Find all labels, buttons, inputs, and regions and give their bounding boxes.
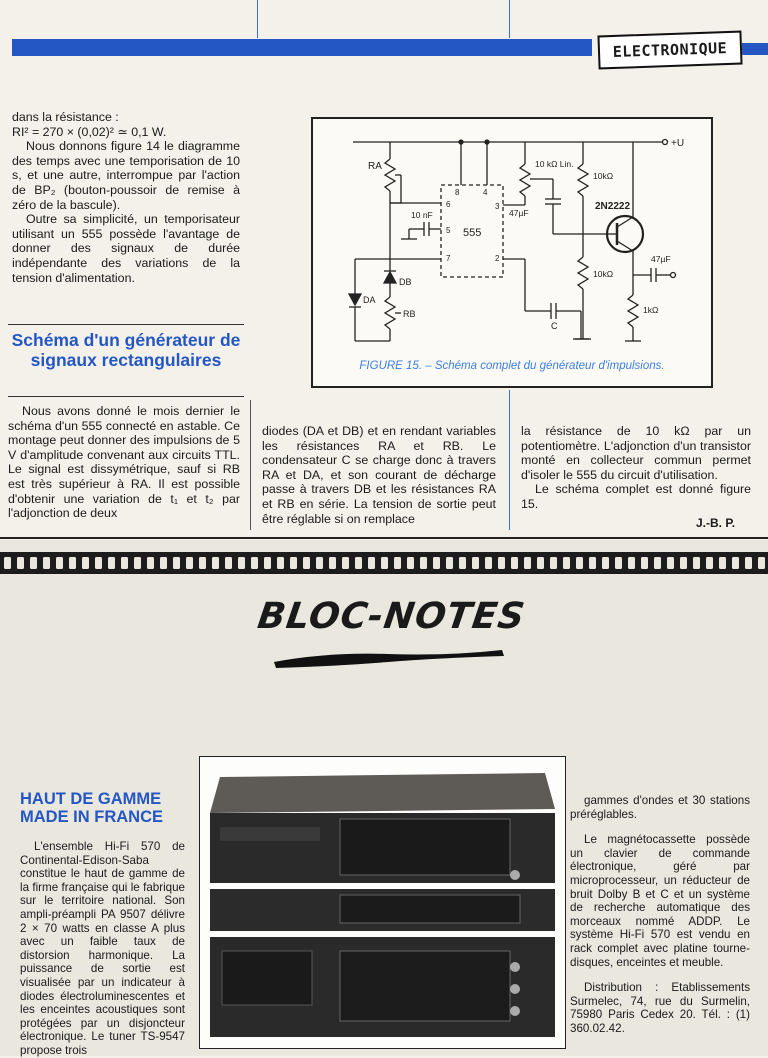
article-heading: Schéma d'un générateur de signaux rectangulaires bbox=[11, 330, 241, 370]
perforation-hole bbox=[69, 557, 76, 569]
perforation-hole bbox=[4, 557, 11, 569]
perforation-hole bbox=[290, 557, 297, 569]
paragraph: la résistance de 10 kΩ par un potentiomètre. L'adjonction d'un transistor monté en collecteur commun permet d'isoler le 555 du circuit d'utilisation. bbox=[521, 424, 751, 482]
svg-text:6: 6 bbox=[446, 200, 451, 209]
perforation-hole bbox=[303, 557, 310, 569]
figure-15 bbox=[311, 117, 713, 388]
svg-text:4: 4 bbox=[483, 188, 488, 197]
author-signature: J.-B. P. bbox=[696, 516, 736, 530]
perforation-hole bbox=[732, 557, 739, 569]
bloc-notes-heading: HAUT DE GAMME MADE IN FRANCE bbox=[20, 790, 163, 826]
perforation-hole bbox=[95, 557, 102, 569]
svg-text:DA: DA bbox=[363, 295, 376, 305]
svg-text:10kΩ: 10kΩ bbox=[593, 171, 614, 181]
hifi-rack-illustration bbox=[200, 757, 565, 1048]
perforation-hole bbox=[485, 557, 492, 569]
bloc-notes-col-right bbox=[570, 794, 750, 1036]
perforation-hole bbox=[329, 557, 336, 569]
paragraph: Nous donnons figure 14 le diagramme des temps avec une temporisation de 10 s, et une autre, interrompue par l'action de BP₂ (bouton-poussoir de remise à zéro de la bascule). bbox=[12, 139, 240, 212]
svg-text:10kΩ: 10kΩ bbox=[593, 269, 614, 279]
perforation-hole bbox=[277, 557, 284, 569]
svg-text:2N2222: 2N2222 bbox=[595, 201, 631, 212]
article-col1-bottom bbox=[8, 404, 240, 521]
svg-text:47µF: 47µF bbox=[651, 254, 671, 264]
perforation-hole bbox=[602, 557, 609, 569]
column-rule-left bbox=[257, 0, 258, 38]
perforation-hole bbox=[251, 557, 258, 569]
perforation-hole bbox=[654, 557, 661, 569]
perforation-hole bbox=[758, 557, 765, 569]
article-col3 bbox=[521, 424, 751, 512]
svg-text:47µF: 47µF bbox=[509, 208, 529, 218]
perforation-hole bbox=[355, 557, 362, 569]
perforation-hole bbox=[264, 557, 271, 569]
perforation-hole bbox=[589, 557, 596, 569]
figure-caption: FIGURE 15. – Schéma complet du générateur d'impulsions. bbox=[359, 360, 665, 372]
paragraph: Le magnétocassette possède un clavier de commande électronique, géré par microprocesseur, un réducteur de bruit Dolby B et C et un système de recherche automatique des morceaux nommé ADDP. Le système Hi-Fi 570 est vendu en rack complet avec platine tourne-disques, enceintes et meuble. bbox=[570, 833, 750, 969]
perforation-hole bbox=[368, 557, 375, 569]
paragraph: L'ensemble Hi-Fi 570 de Continental-Edison-Saba constitue le haut de gamme de la firme française qui le fabrique sur le territoire national. Son ampli-préampli PA 9507 délivre 2 × 70 watts en classe A plus avec un faible taux de distorsion harmonique. La puissance de sortie est visualisée par un indicateur à diodes électroluminescentes et les enceintes acoustiques sont protégées par un disjoncteur électronique. Le tuner TS-9547 propose trois bbox=[20, 840, 185, 1057]
perforation-hole bbox=[43, 557, 50, 569]
perforation-hole bbox=[199, 557, 206, 569]
perforation-hole bbox=[342, 557, 349, 569]
column-rule bbox=[509, 390, 510, 530]
svg-text:10 nF: 10 nF bbox=[411, 210, 433, 220]
svg-text:1kΩ: 1kΩ bbox=[643, 305, 659, 315]
perforation-hole bbox=[433, 557, 440, 569]
perforation-hole bbox=[719, 557, 726, 569]
perforation-hole bbox=[576, 557, 583, 569]
article-col2 bbox=[262, 424, 496, 526]
hifi-product-photo bbox=[199, 756, 566, 1049]
perforation-hole bbox=[17, 557, 24, 569]
svg-text:555: 555 bbox=[463, 227, 482, 239]
perforation-hole bbox=[420, 557, 427, 569]
perforation-hole bbox=[407, 557, 414, 569]
svg-text:2: 2 bbox=[495, 254, 500, 263]
svg-text:7: 7 bbox=[446, 254, 451, 263]
perforation-hole bbox=[160, 557, 167, 569]
perforation-hole bbox=[381, 557, 388, 569]
heading-rule-bottom bbox=[8, 396, 244, 397]
svg-text:C: C bbox=[551, 321, 558, 331]
perforation-hole bbox=[693, 557, 700, 569]
paragraph: Le schéma complet est donné figure 15. bbox=[521, 482, 751, 511]
perforation-hole bbox=[563, 557, 570, 569]
perforation-hole bbox=[680, 557, 687, 569]
perforation-hole bbox=[550, 557, 557, 569]
paragraph: Outre sa simplicité, un temporisateur utilisant un 555 possède l'avantage de donner des signaux de durée indépendante des variations de la tension d'alimentation. bbox=[12, 212, 240, 285]
section-divider bbox=[0, 537, 768, 539]
paragraph: gammes d'ondes et 30 stations préréglables. bbox=[570, 794, 750, 821]
perforation-hole bbox=[706, 557, 713, 569]
paragraph: Distribution : Etablissements Surmelec, 74, rue du Surmelin, 75980 Paris Cedex 20. Tél. : (1) 360.02.42. bbox=[570, 981, 750, 1035]
svg-text:8: 8 bbox=[455, 188, 460, 197]
perforation-hole bbox=[511, 557, 518, 569]
circuit-schematic bbox=[313, 119, 711, 386]
svg-text:5: 5 bbox=[446, 226, 451, 235]
perforation-hole bbox=[225, 557, 232, 569]
perforation-hole bbox=[524, 557, 531, 569]
perforation-hole bbox=[446, 557, 453, 569]
svg-text:RB: RB bbox=[403, 309, 416, 319]
perforation-hole bbox=[641, 557, 648, 569]
svg-text:3: 3 bbox=[495, 202, 500, 211]
film-perforation-strip bbox=[0, 552, 768, 574]
brush-stroke-underline bbox=[268, 648, 508, 668]
svg-text:RA: RA bbox=[368, 161, 382, 172]
perforation-hole bbox=[745, 557, 752, 569]
section-tag: ELECTRONIQUE bbox=[597, 30, 742, 69]
article-col1-top bbox=[12, 110, 240, 285]
perforation-hole bbox=[537, 557, 544, 569]
svg-text:DB: DB bbox=[399, 277, 412, 287]
perforation-hole bbox=[316, 557, 323, 569]
column-rule-right bbox=[509, 0, 510, 38]
perforation-hole bbox=[459, 557, 466, 569]
header-bar-end bbox=[742, 43, 768, 55]
paragraph: dans la résistance : bbox=[12, 110, 119, 124]
perforation-hole bbox=[667, 557, 674, 569]
bloc-notes-col-left bbox=[20, 840, 185, 1058]
header-bar bbox=[12, 39, 592, 56]
label-plus-u: +U bbox=[671, 138, 685, 149]
perforation-hole bbox=[615, 557, 622, 569]
perforation-hole bbox=[147, 557, 154, 569]
perforation-hole bbox=[498, 557, 505, 569]
svg-text:10 kΩ Lin.: 10 kΩ Lin. bbox=[535, 159, 574, 169]
perforation-hole bbox=[134, 557, 141, 569]
perforation-hole bbox=[472, 557, 479, 569]
paragraph: diodes (DA et DB) et en rendant variables les résistances RA et RB. Le condensateur C se charge donc à travers RA et DA, et son courant de décharge passe à travers DB et les résistances RA et RB en série. La tension de sortie peut être réglable si on remplace bbox=[262, 424, 496, 526]
bloc-notes-title: BLOC-NOTES bbox=[255, 596, 528, 637]
perforation-hole bbox=[30, 557, 37, 569]
perforation-hole bbox=[186, 557, 193, 569]
perforation-hole bbox=[238, 557, 245, 569]
perforation-hole bbox=[121, 557, 128, 569]
column-rule bbox=[250, 400, 251, 530]
paragraph: Nous avons donné le mois dernier le schéma d'un 555 connecté en astable. Ce montage peut donner des impulsions de 5 V d'amplitude convenant aux circuits TTL. Le signal est dissymétrique, sauf si RB est très supérieur à RA. Il est possible d'obtenir une variation de t₁ et t₂ par l'adjonction de deux bbox=[8, 404, 240, 521]
heading-rule-top bbox=[8, 324, 244, 325]
perforation-hole bbox=[108, 557, 115, 569]
perforation-hole bbox=[173, 557, 180, 569]
perforation-hole bbox=[628, 557, 635, 569]
perforation-hole bbox=[56, 557, 63, 569]
formula: RI² = 270 × (0,02)² ≃ 0,1 W. bbox=[12, 124, 167, 139]
perforation-hole bbox=[212, 557, 219, 569]
perforation-hole bbox=[82, 557, 89, 569]
perforation-hole bbox=[394, 557, 401, 569]
